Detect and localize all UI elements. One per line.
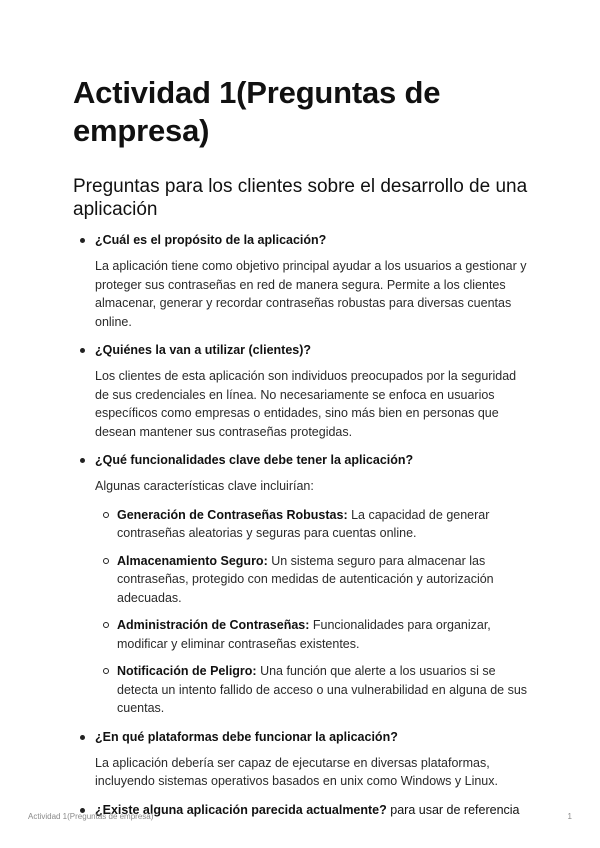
feature-text: La capacidad de generar contraseñas aleatorias y seguras para cuentas online. bbox=[117, 507, 490, 540]
page-title: Actividad 1(Preguntas de empresa) bbox=[73, 75, 441, 148]
feature-text: Un sistema seguro para almacenar las contraseñas, protegido con medidas de autenticación y autorización adecuadas. bbox=[117, 553, 494, 605]
question-answer: La aplicación tiene como objetivo principal ayudar a los usuarios a gestionar y proteger sus contraseñas en red de manera segura. Permite a los clientes almacenar, generar y recordar contraseñas robustas para diversas cuentas online. bbox=[95, 259, 527, 329]
feature-item bbox=[95, 662, 528, 718]
question-title-text: ¿Existe alguna aplicación parecida actualmente? bbox=[95, 802, 387, 817]
feature-term: Almacenamiento Seguro: bbox=[117, 553, 268, 568]
question-answer: Los clientes de esta aplicación son individuos preocupados por la seguridad de sus credenciales en línea. No necesariamente se enfoca en usuarios específicos como empresas o entidades, sino más bien en personas que desean mantener sus contraseñas protegidas. bbox=[95, 369, 517, 439]
bullet-circle-icon bbox=[103, 558, 109, 564]
bullet-disc-icon bbox=[80, 238, 85, 243]
question-title-suffix: para usar de referencia bbox=[386, 802, 520, 817]
question-title: ¿Qué funcionalidades clave debe tener la aplicación? bbox=[95, 453, 414, 467]
bullet-disc-icon bbox=[80, 348, 85, 353]
feature-text: Una función que alerte a los usuarios si se detecta un intento fallido de acceso o una vulnerabilidad en alguna de sus cuentas. bbox=[117, 664, 528, 715]
footer-page-number: 1 bbox=[567, 812, 572, 821]
feature-item bbox=[95, 506, 528, 543]
bullet-circle-icon bbox=[103, 668, 109, 674]
feature-term: Generación de Contraseñas Robustas: bbox=[117, 507, 348, 522]
footer-doc-title: Actividad 1(Preguntas de empresa) bbox=[28, 812, 154, 821]
feature-item bbox=[95, 552, 528, 608]
question-item bbox=[73, 728, 528, 791]
bullet-circle-icon bbox=[103, 622, 109, 628]
bullet-disc-icon bbox=[80, 458, 85, 463]
feature-term: Administración de Contraseñas: bbox=[117, 618, 310, 632]
question-list bbox=[73, 231, 528, 819]
question-title bbox=[95, 801, 528, 819]
feature-item bbox=[95, 616, 528, 653]
question-answer: Algunas características clave incluirían: bbox=[95, 479, 314, 493]
question-item bbox=[73, 451, 528, 718]
feature-text: Funcionalidades para organizar, modificar y eliminar contraseñas existentes. bbox=[117, 618, 491, 651]
question-title: ¿En qué plataformas debe funcionar la aplicación? bbox=[95, 729, 398, 744]
question-item bbox=[73, 231, 528, 331]
question-title: ¿Cuál es el propósito de la aplicación? bbox=[95, 233, 327, 247]
section-heading: Preguntas para los clientes sobre el desarrollo de una aplicación bbox=[73, 176, 528, 220]
document-page bbox=[73, 74, 528, 829]
bullet-circle-icon bbox=[103, 512, 109, 518]
feature-term: Notificación de Peligro: bbox=[117, 664, 257, 678]
bullet-disc-icon bbox=[80, 735, 85, 740]
question-title: ¿Quiénes la van a utilizar (clientes)? bbox=[95, 343, 312, 357]
feature-list bbox=[95, 506, 528, 718]
question-answer: La aplicación debería ser capaz de ejecutarse en diversas plataformas, incluyendo sistemas operativos basados en unix como Windows y Linux. bbox=[95, 755, 498, 788]
question-item bbox=[73, 341, 528, 441]
